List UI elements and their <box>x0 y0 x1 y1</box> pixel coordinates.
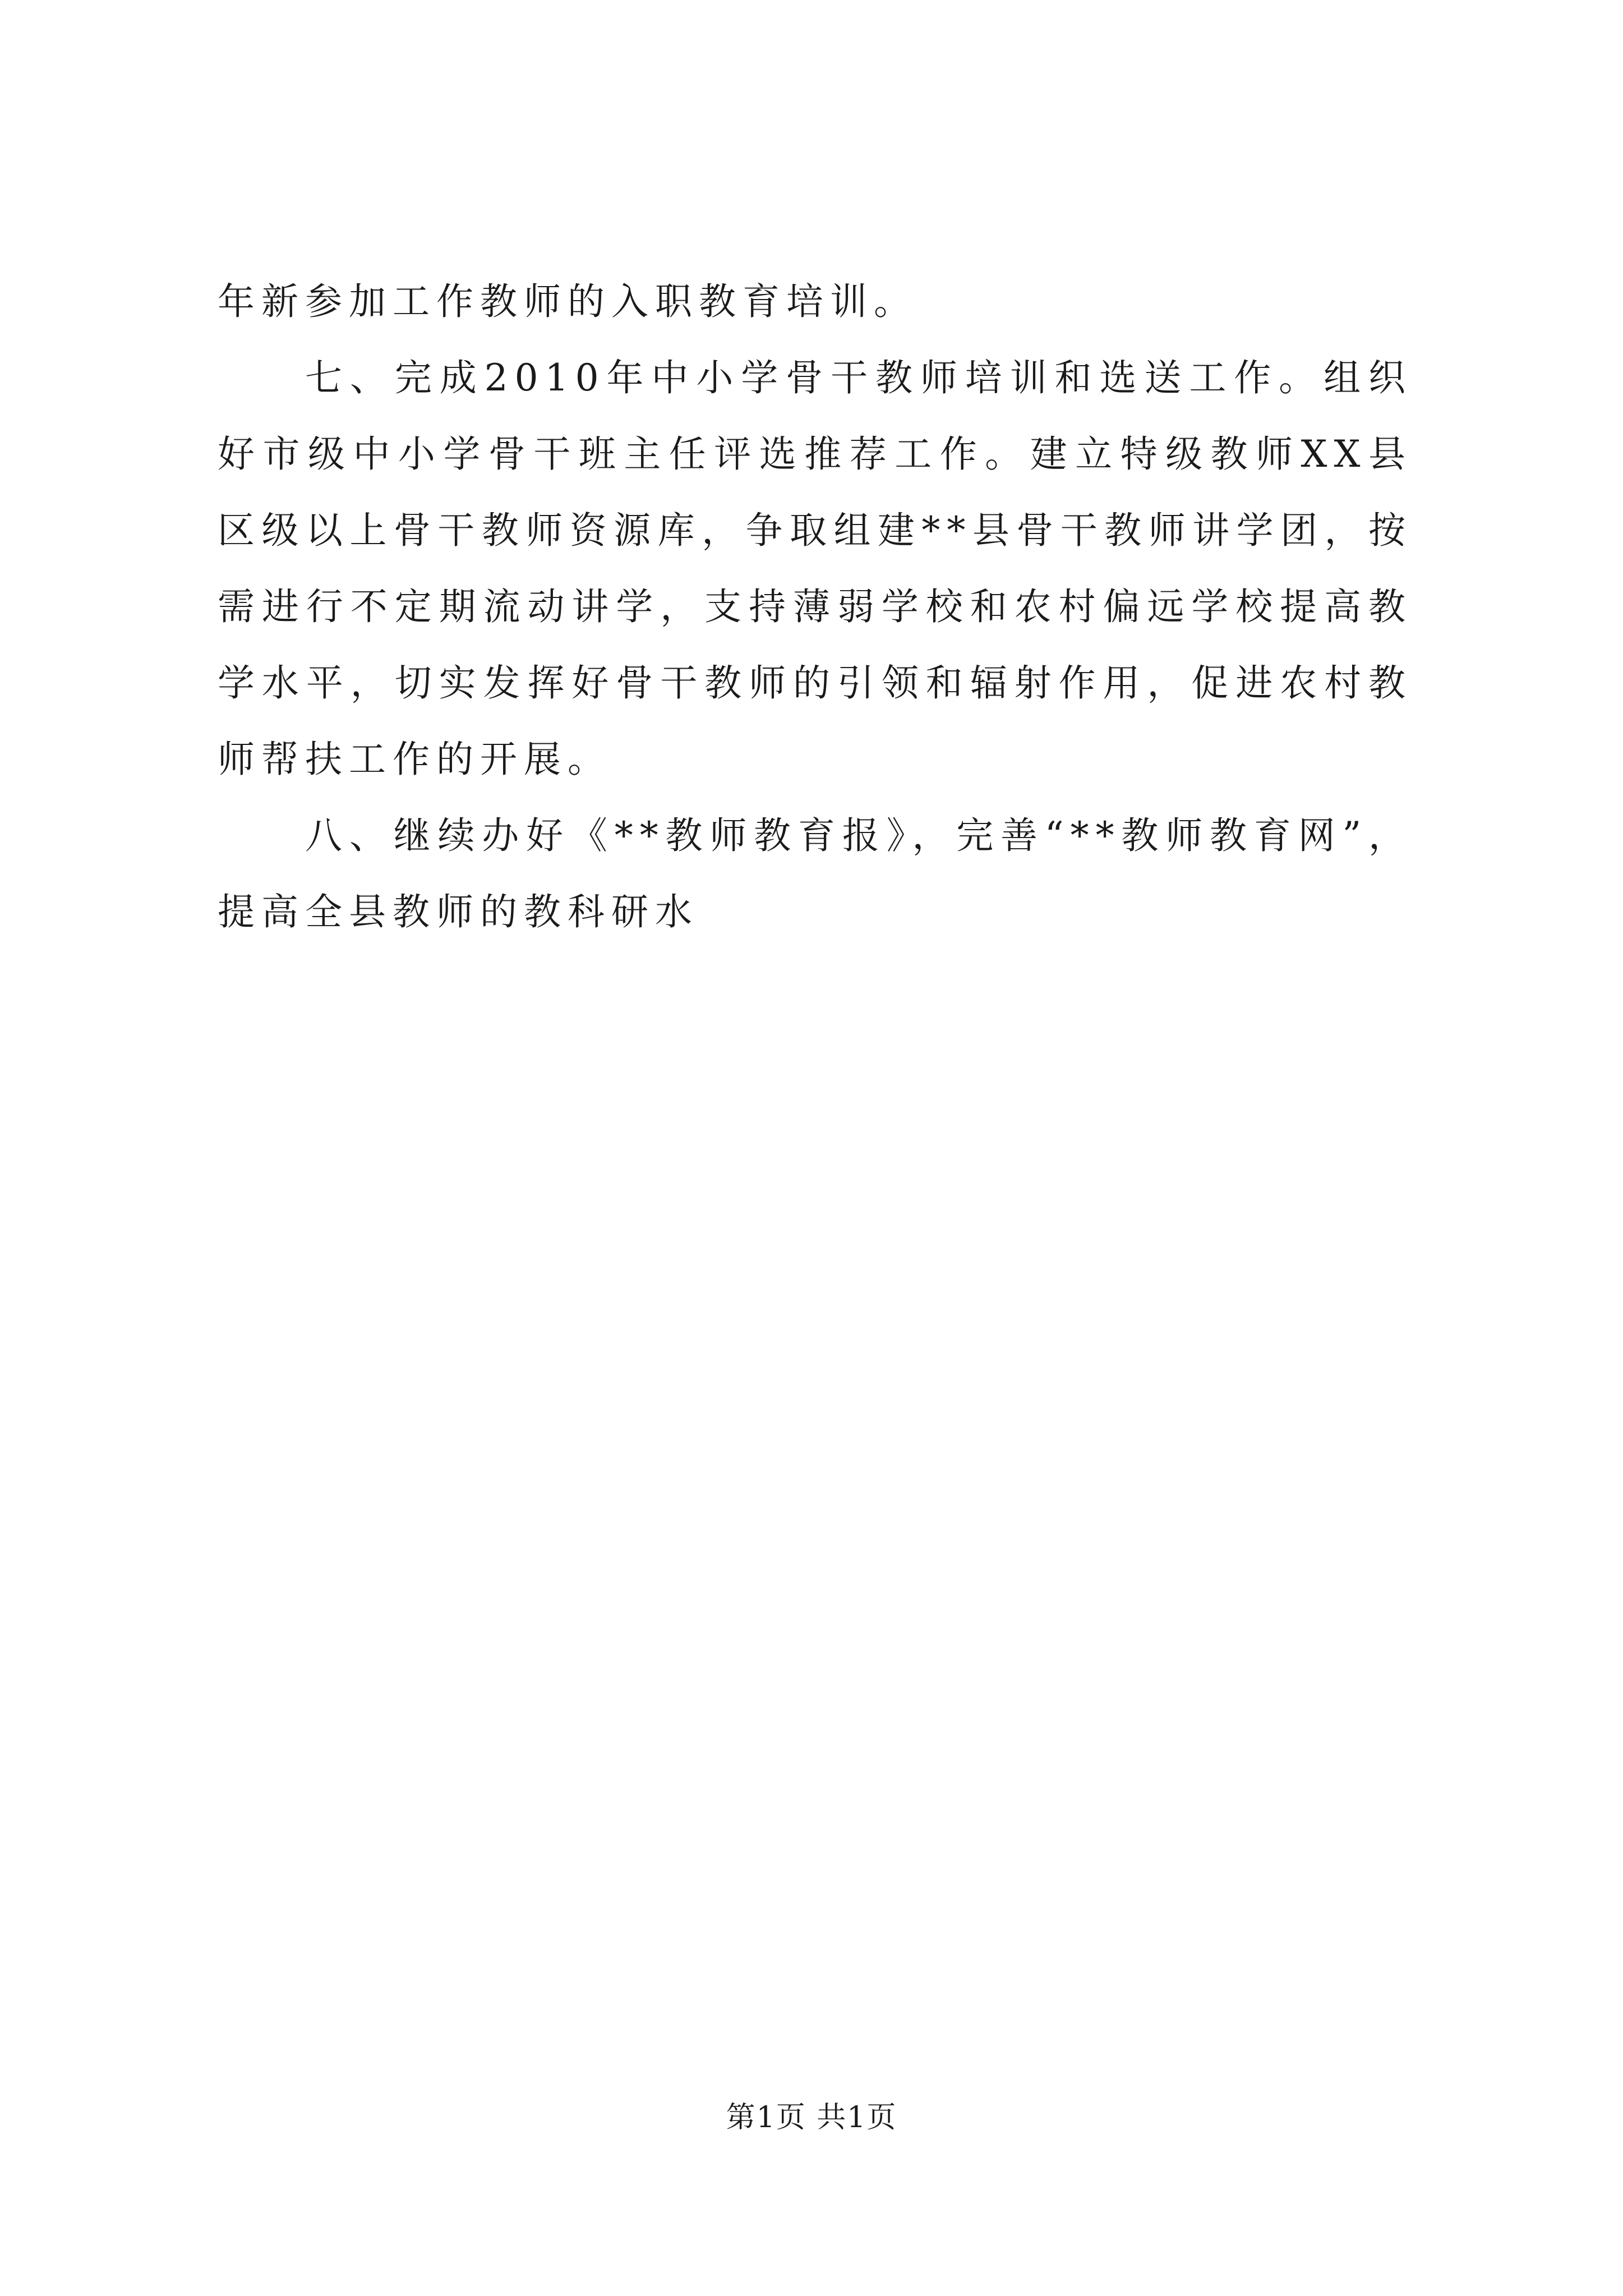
page-footer: 第1页 共1页 <box>726 2101 897 2134</box>
document-body <box>218 264 1412 950</box>
paragraph-continuation: 年新参加工作教师的入职教育培训。 <box>218 280 917 323</box>
paragraph-section-7: 七、完成2010年中小学骨干教师培训和选送工作。组织好市级中小学骨干班主任评选推荐工作。建立特级教师XX县区级以上骨干教师资源库，争取组建**县骨干教师讲学团，按需进行不定期流动讲学，支持薄弱学校和农村偏远学校提高教学水平，切实发挥好骨干教师的引领和辐射作用，促进农村教师帮扶工作的开展。 <box>218 356 1412 781</box>
paragraph-section-8: 八、继续办好《**教师教育报》，完善“**教师教育网”，提高全县教师的教科研水 <box>218 814 1412 933</box>
